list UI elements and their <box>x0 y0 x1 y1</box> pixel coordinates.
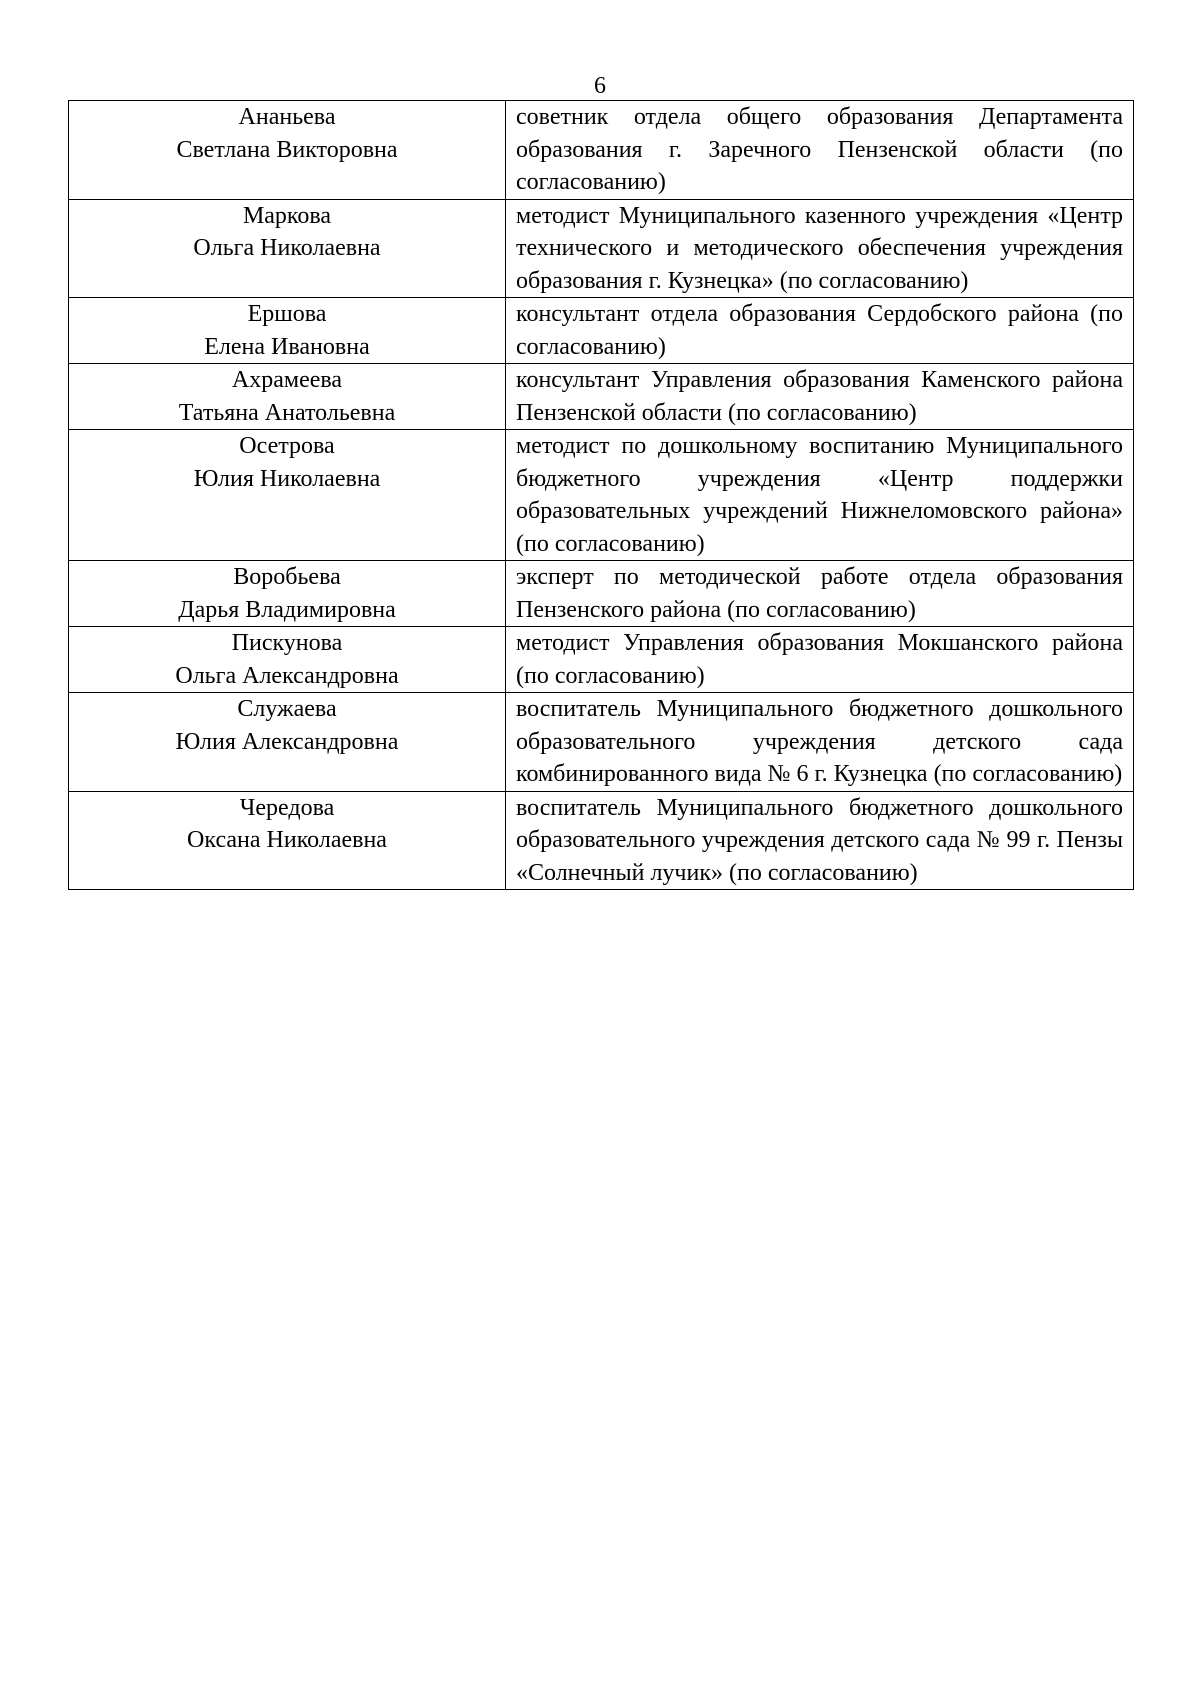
member-surname: Ахрамеева <box>231 367 343 393</box>
member-role: воспитатель Муниципального бюджетного дошкольного образовательного учреждения детского сада комбинированного вида № 6 г. Кузнецка (по согласованию) <box>506 693 1134 792</box>
table-row <box>69 199 1134 298</box>
member-name-cell <box>69 101 506 200</box>
member-name-cell <box>69 791 506 890</box>
member-given-names: Ольга Николаевна <box>193 235 381 261</box>
member-surname: Маркова <box>242 202 332 229</box>
member-surname: Служаева <box>237 696 337 722</box>
member-name-cell <box>69 561 506 627</box>
member-role: методист по дошкольному воспитанию Муниципального бюджетного учреждения «Центр поддержки образовательных учреждений Нижнеломовского района» (по согласованию) <box>506 430 1134 561</box>
table-row <box>69 298 1134 364</box>
member-role: методист Управления образования Мокшанского района (по согласованию) <box>506 627 1134 693</box>
member-given-names: Юлия Александровна <box>175 728 399 755</box>
member-name-cell <box>69 693 506 792</box>
table-row <box>69 364 1134 430</box>
table-row <box>69 101 1134 200</box>
member-given-names: Татьяна Анатольевна <box>178 399 396 426</box>
member-role: методист Муниципального казенного учреждения «Центр технического и методического обеспечения учреждения образования г. Кузнецка» (по согласованию) <box>506 199 1134 298</box>
table-row <box>69 561 1134 627</box>
member-surname: Ананьева <box>238 104 336 130</box>
member-name-cell <box>69 627 506 693</box>
member-name-cell <box>69 298 506 364</box>
member-role: воспитатель Муниципального бюджетного дошкольного образовательного учреждения детского сада № 99 г. Пензы «Солнечный лучик» (по согласованию) <box>506 791 1134 890</box>
member-name-cell <box>69 199 506 298</box>
member-name-cell <box>69 430 506 561</box>
member-role: советник отдела общего образования Департамента образования г. Заречного Пензенской области (по согласованию) <box>506 101 1134 200</box>
member-role: консультант отдела образования Сердобского района (по согласованию) <box>506 298 1134 364</box>
member-surname: Чередова <box>239 794 335 821</box>
table-row <box>69 430 1134 561</box>
member-surname: Ершова <box>247 301 327 327</box>
member-given-names: Светлана Викторовна <box>176 136 398 163</box>
page-number: 6 <box>594 73 606 99</box>
member-role: консультант Управления образования Каменского района Пензенской области (по согласованию) <box>506 364 1134 430</box>
member-given-names: Юлия Николаевна <box>193 465 381 492</box>
member-given-names: Елена Ивановна <box>204 333 370 360</box>
table-row <box>69 627 1134 693</box>
members-table <box>68 100 1134 890</box>
member-surname: Осетрова <box>239 433 335 459</box>
member-name-cell <box>69 364 506 430</box>
table-row <box>69 693 1134 792</box>
member-given-names: Дарья Владимировна <box>178 596 396 623</box>
member-surname: Воробьева <box>233 564 341 590</box>
member-given-names: Оксана Николаевна <box>187 827 387 853</box>
member-role: эксперт по методической работе отдела образования Пензенского района (по согласованию) <box>506 561 1134 627</box>
member-given-names: Ольга Александровна <box>175 662 399 689</box>
table-row <box>69 791 1134 890</box>
member-surname: Пискунова <box>231 630 343 656</box>
